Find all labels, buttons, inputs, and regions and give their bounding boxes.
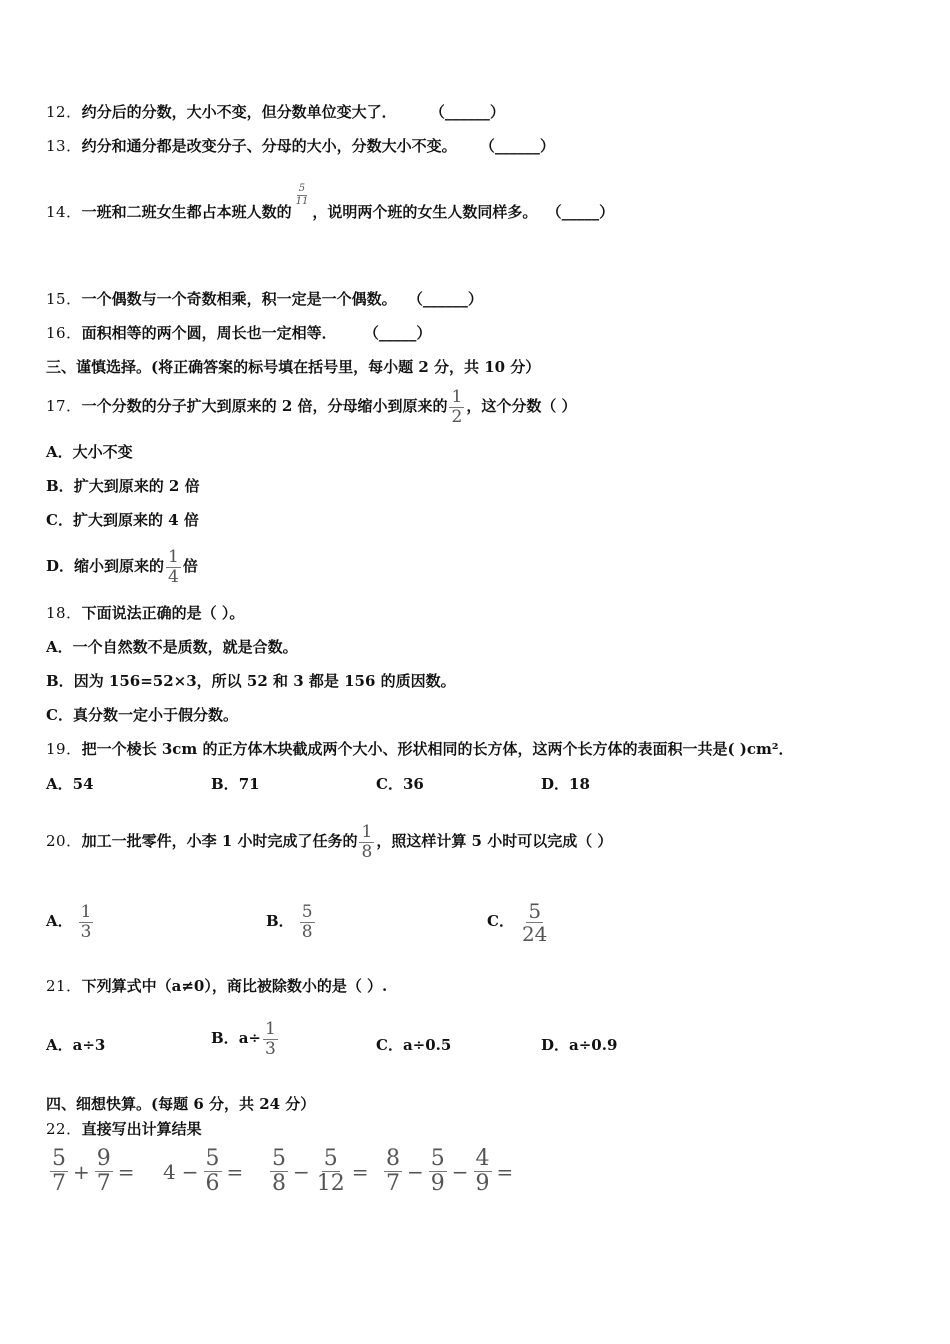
denominator: 7 [52, 1171, 66, 1196]
option-label: D． [46, 557, 75, 575]
equals-sign: = [226, 1159, 244, 1184]
option-label: C． [46, 511, 73, 529]
option-text: 真分数一定小于假分数。 [72, 706, 238, 724]
option-label: A． [46, 775, 73, 793]
option-text: 缩小到原来的 [74, 557, 165, 575]
fraction [429, 1148, 447, 1195]
numerator: 1 [361, 821, 373, 842]
question-text: 下面说法正确的是（ ）。 [81, 604, 245, 622]
answer-blank[interactable]: （______） [479, 137, 555, 155]
equals-sign: = [351, 1159, 369, 1184]
answer-blank[interactable]: （_____） [546, 203, 615, 221]
option-text: 扩大到原来的 4 倍 [72, 511, 199, 529]
calc-expression-2 [160, 1148, 246, 1195]
option-text-cont: 倍 [182, 557, 198, 575]
denominator: 8 [361, 841, 373, 862]
question-number: 22． [46, 1120, 82, 1138]
question-text: 面积相等的两个圆，周长也一定相等． [81, 324, 337, 342]
option-b[interactable] [211, 1015, 280, 1061]
option-text: a÷0.5 [402, 1036, 452, 1054]
question-text: 约分和通分都是改变分子、分母的大小，分数大小不变。 [81, 137, 457, 155]
question-22 [46, 1119, 202, 1139]
question-number: 12． [46, 103, 82, 121]
section-4-heading: 四、细想快算。(每题 6 分，共 24 分） [46, 1095, 316, 1113]
question-text: 一班和二班女生都占本班人数的 [81, 203, 292, 221]
option-label: A． [46, 912, 73, 930]
question-number: 18． [46, 604, 82, 622]
fraction [50, 1148, 68, 1195]
option-a[interactable] [46, 637, 298, 657]
option-d[interactable] [541, 774, 590, 794]
section-3-heading: 三、谨慎选择。(将正确答案的标号填在括号里，每小题 2 分，共 10 分） [46, 358, 541, 376]
numerator: 4 [475, 1146, 490, 1171]
option-label: D． [541, 1036, 570, 1054]
fraction [449, 386, 464, 427]
equals-sign: = [117, 1159, 135, 1184]
option-text: 54 [72, 775, 94, 793]
option-b[interactable] [266, 898, 317, 944]
option-text: 71 [238, 775, 260, 793]
numerator: 5 [430, 1146, 445, 1171]
option-label: C． [46, 706, 73, 724]
numerator: 5 [528, 898, 542, 923]
numerator: 9 [96, 1146, 111, 1171]
numerator: 8 [386, 1146, 400, 1171]
calc-expression-3 [268, 1148, 372, 1195]
question-19 [46, 739, 793, 759]
fraction [204, 1148, 222, 1195]
option-c[interactable] [46, 705, 238, 725]
option-c[interactable] [376, 774, 424, 794]
question-21 [46, 976, 387, 996]
numerator: 5 [301, 901, 313, 922]
option-c[interactable] [376, 1035, 451, 1055]
option-text: a÷3 [72, 1036, 106, 1054]
question-number: 15． [46, 290, 82, 308]
option-label: A． [46, 443, 73, 461]
denominator: 9 [475, 1171, 490, 1196]
question-number: 17． [46, 397, 82, 415]
question-13 [46, 136, 555, 156]
option-label: C． [487, 912, 514, 930]
option-d[interactable] [46, 546, 198, 586]
denominator: 24 [521, 921, 548, 946]
operator: − [293, 1159, 310, 1184]
denominator: 7 [96, 1171, 111, 1196]
question-number: 13． [46, 137, 82, 155]
numerator: 5 [298, 183, 306, 194]
question-text: 把一个棱长 3cm 的正方体木块截成两个大小、形状相同的长方体，这两个长方体的表面积一共是( )cm²． [81, 740, 794, 758]
question-12 [46, 102, 505, 122]
denominator: 8 [272, 1171, 286, 1196]
option-a[interactable] [46, 774, 94, 794]
option-label: B． [46, 672, 74, 690]
question-text: 下列算式中（a≠0），商比被除数小的是（ ）. [81, 977, 388, 995]
denominator: 6 [205, 1171, 220, 1196]
option-label: B． [46, 477, 74, 495]
question-17 [46, 386, 577, 426]
option-label: C． [376, 775, 403, 793]
option-b[interactable] [46, 671, 456, 691]
fraction [166, 546, 181, 587]
option-a[interactable] [46, 1035, 105, 1055]
answer-blank[interactable]: （______） [407, 290, 483, 308]
fraction [95, 1148, 113, 1195]
option-text: 36 [402, 775, 424, 793]
option-text: 因为 156=52×3，所以 52 和 3 都是 156 的质因数。 [73, 672, 456, 690]
denominator: 8 [301, 921, 313, 942]
answer-blank[interactable]: （_____） [363, 324, 432, 342]
option-text: 一个自然数不是质数，就是合数。 [72, 638, 298, 656]
option-label: D． [541, 775, 570, 793]
question-20 [46, 818, 612, 864]
operator: − [407, 1159, 424, 1184]
fraction [359, 821, 374, 862]
option-label: A． [46, 1036, 73, 1054]
operator: − [181, 1159, 199, 1184]
option-c[interactable] [487, 898, 551, 944]
option-b[interactable] [46, 476, 200, 496]
denominator: 3 [80, 921, 92, 942]
equals-sign: = [496, 1159, 514, 1184]
question-text-cont: ，说明两个班的女生人数同样多。 [312, 203, 538, 221]
operator: + [73, 1159, 90, 1184]
question-text: 加工一批零件，小李 1 小时完成了任务的 [81, 832, 358, 850]
numerator: 1 [80, 901, 92, 922]
question-number: 16． [46, 324, 82, 342]
option-d[interactable] [541, 1035, 617, 1055]
denominator: 3 [264, 1038, 276, 1059]
whole-number: 4 [163, 1159, 176, 1184]
numerator: 5 [205, 1146, 220, 1171]
fraction [294, 184, 311, 207]
fraction [520, 898, 549, 946]
question-18 [46, 603, 244, 623]
question-text-cont: ，照这样计算 5 小时可以完成（ ） [376, 832, 613, 850]
numerator: 5 [272, 1146, 286, 1171]
numerator: 5 [323, 1146, 338, 1171]
question-text: 一个偶数与一个奇数相乘，积一定是一个偶数。 [81, 290, 397, 308]
fraction [270, 1148, 288, 1195]
fraction [300, 901, 315, 942]
option-label: B． [211, 775, 239, 793]
denominator: 4 [168, 566, 179, 587]
denominator: 7 [386, 1171, 400, 1196]
denominator: 9 [430, 1171, 445, 1196]
question-text: 一个分数的分子扩大到原来的 2 倍，分母缩小到原来的 [81, 397, 448, 415]
question-number: 19． [46, 740, 82, 758]
calc-expression-1 [48, 1148, 138, 1195]
fraction [384, 1148, 402, 1195]
denominator: 2 [451, 406, 463, 427]
question-text: 直接写出计算结果 [81, 1120, 202, 1138]
numerator: 1 [264, 1018, 276, 1039]
option-text: a÷ [238, 1029, 261, 1047]
option-text: 18 [569, 775, 590, 793]
option-a[interactable] [46, 898, 95, 944]
option-label: B． [266, 912, 294, 930]
fraction [263, 1018, 278, 1059]
question-number: 14． [46, 203, 82, 221]
denominator: 11 [295, 196, 309, 207]
question-number: 21． [46, 977, 82, 995]
operator: − [451, 1159, 469, 1184]
question-14 [46, 183, 615, 232]
fraction [474, 1148, 492, 1195]
question-16 [46, 323, 431, 343]
question-number: 20． [46, 832, 82, 850]
numerator: 1 [168, 546, 179, 567]
calc-expression-4 [382, 1148, 516, 1195]
fraction [315, 1148, 347, 1195]
option-label: B． [211, 1029, 239, 1047]
option-label: A． [46, 638, 73, 656]
option-a[interactable] [46, 442, 133, 462]
numerator: 5 [52, 1146, 66, 1171]
option-text: 大小不变 [72, 443, 133, 461]
option-text: 扩大到原来的 2 倍 [73, 477, 200, 495]
question-15 [46, 289, 483, 309]
answer-blank[interactable]: （______） [429, 103, 505, 121]
numerator: 1 [451, 386, 463, 407]
question-text: 约分后的分数，大小不变，但分数单位变大了． [81, 103, 397, 121]
option-text: a÷0.9 [569, 1036, 618, 1054]
fraction [79, 901, 94, 942]
option-label: C． [376, 1036, 403, 1054]
question-text-cont: ，这个分数（ ） [466, 397, 577, 415]
option-c[interactable] [46, 510, 199, 530]
denominator: 12 [316, 1171, 345, 1196]
option-b[interactable] [211, 774, 260, 794]
